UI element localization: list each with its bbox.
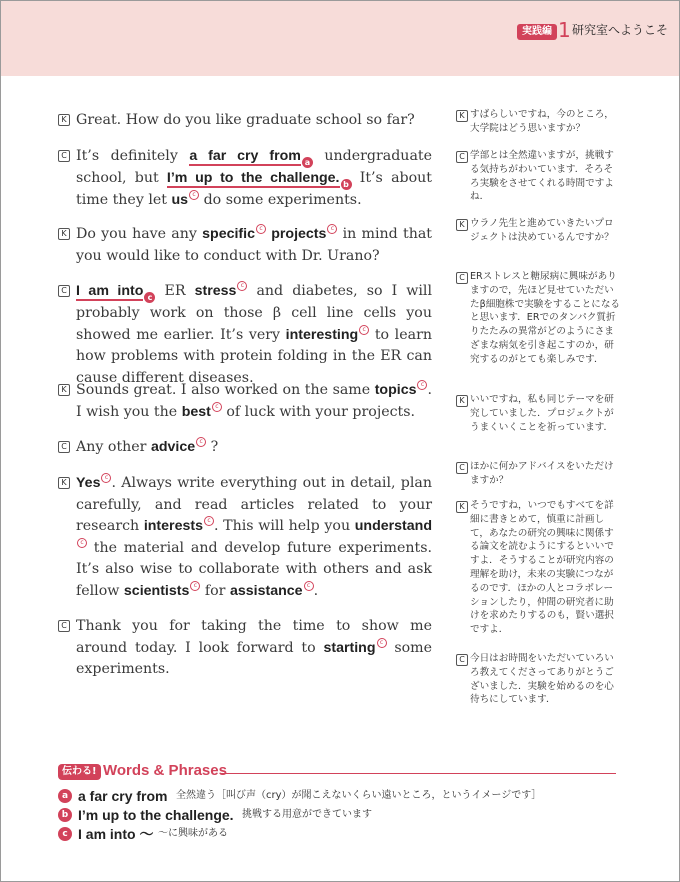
phrase-c: I am into: [76, 283, 144, 299]
speaker-k-marker: K: [58, 477, 70, 489]
speaker-k-marker: K: [456, 395, 468, 407]
keyword: projects: [271, 226, 327, 242]
phrase-entry-mark: c: [58, 827, 72, 841]
phrase-entry-mark: b: [58, 808, 72, 822]
keyword: topics: [374, 382, 417, 398]
phrase-gloss: 全然違う［叫び声（cry）が聞こえないくらい遠いところ，というイメージです］: [176, 790, 542, 801]
keyword: best: [181, 403, 211, 420]
translation-text: 今日はお時間をいただいていろいろ教えてくださってありがとうございました．実験を始めるのを心待ちにしています．: [470, 653, 614, 706]
keyword: Yes: [76, 475, 101, 491]
chapter-title: 研究室へようこそ: [572, 23, 669, 37]
keyword-mark: c: [304, 581, 314, 591]
keyword-mark: c: [189, 190, 199, 200]
keyword-mark: c: [327, 224, 337, 234]
keyword-mark: c: [359, 325, 369, 335]
speaker-c-marker: C: [58, 285, 70, 297]
speaker-c-marker: C: [456, 462, 468, 474]
keyword-mark: c: [196, 437, 206, 447]
speaker-c-marker: C: [58, 150, 70, 162]
keyword-mark: c: [377, 638, 387, 648]
speaker-k-marker: K: [58, 114, 70, 126]
phrase-a: a far cry from: [189, 148, 301, 164]
keyword: us: [171, 192, 189, 208]
line-text: Thank you for taking the time to show me around today. I look forward to starting c some experiments.: [76, 618, 432, 677]
keyword: stress: [194, 283, 237, 299]
phrase-a-mark: a: [302, 157, 313, 168]
translation-text: ウラノ先生と進めていきたいプロジェクトは決めているんですか？: [470, 218, 614, 243]
chapter-number: 1: [558, 18, 571, 42]
translation-text: そうですね，いつでもすべてを詳細に書きとめて，慎重に計画して，あなたの研究の興味に関係する論文を読むようにするといいですよ．そうすることが研究内容の理解を助け，未来の実験につながるのです．ほかの人とコラボレーションしたり，仲間の研究者に助けを求めたりするのも，賢い選択ですよ．: [470, 500, 614, 636]
phrase-term: I’m up to the challenge.: [78, 807, 234, 823]
keyword-mark: c: [204, 516, 214, 526]
line-text: Sounds great. I also worked on the same topics c . I wish you the best c of luck with your projects.: [76, 381, 432, 420]
keyword-mark: c: [417, 380, 427, 390]
keyword: specific: [202, 226, 255, 242]
phrase-entry-mark: a: [58, 789, 72, 803]
line-text: It’s definitely a far cry from a undergraduate school, but I’m up to the challenge. b It’s about time they let us c do some experiments.: [76, 148, 433, 208]
keyword-mark: c: [256, 224, 266, 234]
keyword-mark: c: [101, 473, 111, 483]
line-text: Do you have any specific c projects c in mind that you would like to conduct with Dr. Urano?: [76, 225, 432, 264]
keyword: scientists: [123, 582, 190, 599]
translation-text: いいですね，私も同じテーマを研究していました．プロジェクトがうまくいくことを祈っています．: [470, 394, 614, 433]
speaker-c-marker: C: [456, 654, 468, 666]
header-band: [1, 1, 679, 76]
speaker-k-marker: K: [456, 110, 468, 122]
speaker-k-marker: K: [456, 501, 468, 513]
translation-text: すばらしいですね，今のところ，大学院はどう思いますか？: [470, 109, 614, 134]
phrase-gloss: 挑戦する用意ができています: [242, 809, 372, 820]
phrase-gloss: ～に興味がある: [158, 828, 228, 839]
line-text: Great. How do you like graduate school so far?: [76, 112, 415, 128]
keyword: starting: [323, 639, 376, 656]
speaker-k-marker: K: [58, 228, 70, 240]
phrase-term: I am into ～: [78, 826, 154, 842]
speaker-c-marker: C: [58, 441, 70, 453]
keyword: advice: [150, 439, 196, 455]
keyword-mark: c: [237, 281, 247, 291]
words-phrases-tag: 伝わる!: [58, 764, 101, 780]
keyword: understand: [354, 518, 432, 534]
line-text: Yes c . Always write everything out in detail, plan carefully, and read articles related to your research interests c . This will help you understandc the material and develop future experiments. It’s also wise to collaborate with others and ask fellow scientists c for assistance c .: [76, 474, 432, 599]
translation-text: ほかに何かアドバイスをいただけますか？: [470, 461, 614, 486]
speaker-k-marker: K: [58, 384, 70, 396]
keyword-mark: c: [212, 402, 222, 412]
speaker-c-marker: C: [58, 620, 70, 632]
keyword: assistance: [229, 582, 303, 599]
section-badge: 実践編: [517, 24, 557, 40]
keyword: interests: [143, 518, 203, 534]
line-text: I am into c ER stress c and diabetes, so I will probably work on those β cell line cells you showed me earlier. It’s very interesting c to learn how problems with protein folding in the ER can cause different diseases.: [76, 282, 432, 386]
keyword-mark: c: [190, 581, 200, 591]
keyword-mark: c: [77, 538, 87, 548]
speaker-k-marker: K: [456, 219, 468, 231]
phrase-b: I’m up to the challenge.: [166, 170, 340, 186]
translation-text: 学部とは全然違いますが，挑戦する気持ちがわいています．そろそろ実験をさせてくれる時間ですよね．: [470, 150, 614, 203]
keyword: interesting: [285, 326, 359, 343]
translation-text: ERストレスと糖尿病に興味がありますので，先ほど見せていただいたβ細胞株で実験をすることになると思います．ERでのタンパク質折りたたみの異常がどのようにさまざまな病気を引き起こすのか，研究するのがとても楽しみです．: [470, 271, 621, 365]
speaker-c-marker: C: [456, 272, 468, 284]
phrase-term: a far cry from: [78, 788, 168, 804]
phrase-c-mark: c: [144, 292, 155, 303]
speaker-c-marker: C: [456, 151, 468, 163]
words-phrases-title: Words & Phrases: [103, 762, 227, 779]
words-phrases-rule: [220, 773, 616, 774]
phrase-b-mark: b: [341, 179, 352, 190]
line-text: Any other advice c ?: [76, 438, 219, 455]
